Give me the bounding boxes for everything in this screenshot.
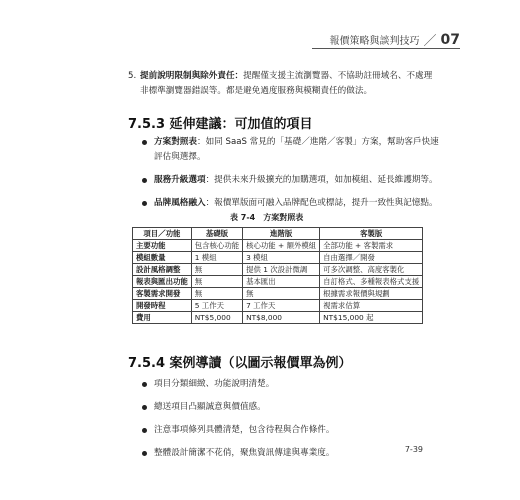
- table-row: [133, 264, 423, 276]
- bullet-dot: [142, 140, 147, 145]
- table-cell: 核心功能 + 額外模組: [243, 240, 320, 252]
- header-title: 報價策略與談判技巧: [329, 36, 420, 47]
- bullet-text: 注意事項條列具體清楚，包含待程與合作條件。: [154, 425, 335, 435]
- item-text: [128, 69, 440, 99]
- table-cell: 無: [191, 276, 242, 288]
- bullet-item: [140, 173, 440, 188]
- section-heading-754: 7.5.4 案例導讀（以圖示報價單為例）: [128, 356, 352, 371]
- table-cell: 費用: [133, 312, 192, 324]
- bullet-text: 整體設計簡潔不花俏，聚焦資訊傳達與專業度。: [154, 448, 335, 458]
- bullet-desc: ：報價單版面可融入品牌配色或標誌，提升一致性與記憶點。: [205, 198, 438, 208]
- table-cell: 報表與匯出功能: [133, 276, 192, 288]
- table-cell: 視需求估算: [320, 300, 423, 312]
- bullet-item: [140, 135, 440, 165]
- table-cell: 自訂格式、多種報表格式支援: [320, 276, 423, 288]
- bullet-item: [140, 400, 440, 415]
- table-cell: 設計風格調整: [133, 264, 192, 276]
- table-row: [133, 312, 423, 324]
- table-cell: 無: [243, 288, 320, 300]
- bullet-term: 方案對照表: [154, 137, 197, 147]
- table-header-row: [133, 228, 423, 240]
- bullet-term: 品牌風格融入: [154, 198, 206, 208]
- bullet-dot: [142, 428, 147, 433]
- header-separator: ／: [423, 34, 437, 49]
- bullet-dot: [142, 178, 147, 183]
- table-cell: NT$8,000: [243, 312, 320, 324]
- item-body: 提醒僅支援主流瀏覽器、不協助註冊域名、不處理非標準瀏覽器錯誤等。都是避免過度服務與模糊責任的做法。: [140, 71, 433, 96]
- header-rule: [312, 48, 460, 49]
- bullet-desc: ：如同 SaaS 常見的「基礎／進階／客製」方案，幫助客戶快速評估與選擇。: [154, 137, 439, 162]
- table-cell: 開發時程: [133, 300, 192, 312]
- table-cell: 7 工作天: [243, 300, 320, 312]
- bullet-item: [140, 377, 440, 392]
- bullet-dot: [142, 451, 147, 456]
- bullet-term: 服務升級選項: [154, 175, 206, 185]
- bullet-item: [140, 423, 440, 438]
- table-caption: 表 7-4 方案對照表: [230, 213, 304, 222]
- table-cell: 全部功能 + 客製需求: [320, 240, 423, 252]
- section-heading-753: 7.5.3 延伸建議：可加值的項目: [128, 117, 313, 132]
- table-cell: 1 模組: [191, 252, 242, 264]
- item-bold: 提前說明限制與除外責任：: [140, 71, 244, 81]
- table-cell: 自由選擇／開發: [320, 252, 423, 264]
- numbered-item-5: [128, 69, 440, 99]
- table-cell: 模組數量: [133, 252, 192, 264]
- table-cell: 3 模組: [243, 252, 320, 264]
- column-header: 客製版: [320, 228, 423, 240]
- table-cell: 包含核心功能: [191, 240, 242, 252]
- bullet-dot: [142, 382, 147, 387]
- bullet-item: [140, 446, 440, 461]
- chapter-number: 07: [440, 31, 460, 48]
- bullet-text: 總送項目凸顯誠意與價值感。: [154, 402, 266, 412]
- table-cell: 5 工作天: [191, 300, 242, 312]
- table-cell: 可多次調整、高度客製化: [320, 264, 423, 276]
- column-header: 進階版: [243, 228, 320, 240]
- plan-comparison-table: [132, 227, 423, 324]
- page-number: 7-39: [404, 445, 423, 454]
- table-row: [133, 252, 423, 264]
- table-cell: 無: [191, 264, 242, 276]
- bullet-item: [140, 196, 440, 211]
- bullet-desc: ：提供未來升級擴充的加購選項，如加模組、延長維護期等。: [205, 175, 438, 185]
- table-row: [133, 300, 423, 312]
- table-row: [133, 276, 423, 288]
- table-row: [133, 240, 423, 252]
- table-cell: 無: [191, 288, 242, 300]
- table-cell: 根據需求報價與規劃: [320, 288, 423, 300]
- bullet-dot: [142, 201, 147, 206]
- table-cell: 主要功能: [133, 240, 192, 252]
- table-cell: NT$15,000 起: [320, 312, 423, 324]
- table-cell: 基本匯出: [243, 276, 320, 288]
- item-number: 5.: [128, 71, 137, 81]
- table-cell: NT$5,000: [191, 312, 242, 324]
- running-header: [330, 30, 461, 49]
- table-row: [133, 288, 423, 300]
- table-cell: 客製需求開發: [133, 288, 192, 300]
- bullet-dot: [142, 405, 147, 410]
- bullet-text: 項目分類細緻、功能說明清楚。: [154, 379, 275, 389]
- column-header: 基礎版: [191, 228, 242, 240]
- addon-bullet-list: [140, 135, 440, 219]
- column-header: 項目／功能: [133, 228, 192, 240]
- table-cell: 提供 1 次設計微調: [243, 264, 320, 276]
- case-bullet-list: [140, 377, 440, 469]
